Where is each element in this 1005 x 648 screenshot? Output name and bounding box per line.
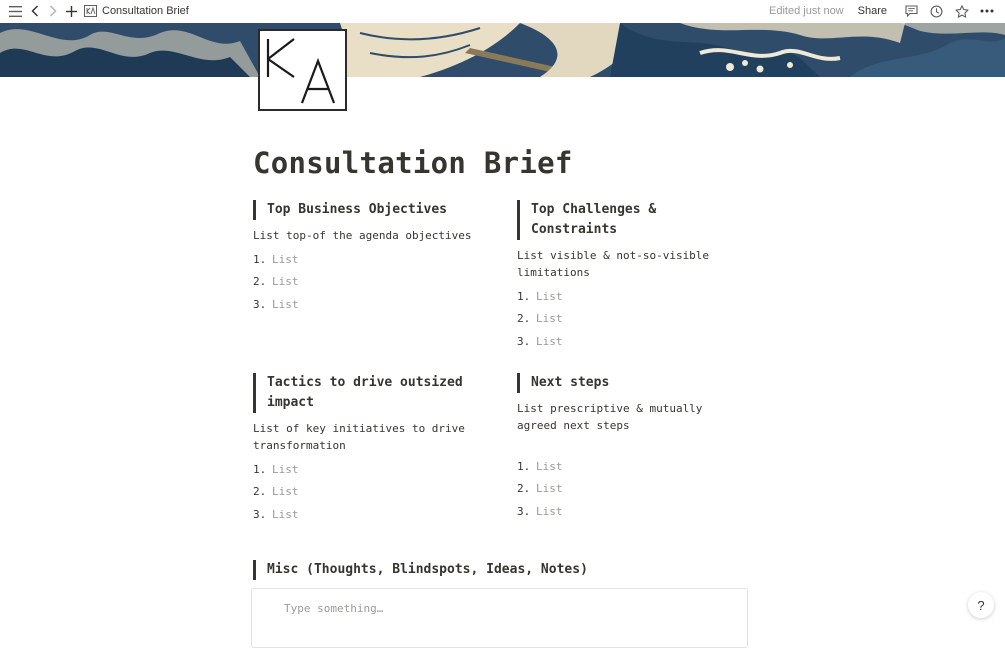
section-heading[interactable]: Top Business Objectives: [253, 200, 493, 220]
list-item-text[interactable]: List: [536, 482, 563, 496]
numbered-list: [253, 248, 493, 316]
list-item[interactable]: [253, 271, 493, 294]
page-title[interactable]: Consultation Brief: [253, 146, 573, 180]
top-bar: [0, 0, 1005, 22]
list-number: 1.: [517, 459, 531, 473]
list-item[interactable]: [517, 308, 747, 331]
misc-text-input[interactable]: Type something…: [251, 588, 748, 648]
section-top-business-objectives: [253, 200, 493, 316]
misc-heading[interactable]: Misc (Thoughts, Blindspots, Ideas, Notes): [253, 560, 653, 580]
section-heading[interactable]: Top Challenges & Constraints: [517, 200, 747, 240]
list-item-text[interactable]: List: [272, 297, 299, 311]
list-number: 2.: [517, 312, 531, 326]
list-item[interactable]: [253, 293, 493, 316]
list-item[interactable]: [253, 248, 493, 271]
share-button[interactable]: Share: [857, 5, 887, 17]
list-number: 3.: [517, 334, 531, 348]
more-icon[interactable]: [974, 1, 999, 21]
list-number: 1.: [517, 289, 531, 303]
list-item[interactable]: [517, 478, 747, 501]
section-description[interactable]: List visible & not-so-visible limitations: [517, 249, 710, 279]
list-item-text[interactable]: List: [272, 507, 299, 521]
list-item-text[interactable]: List: [536, 312, 563, 326]
list-item[interactable]: [517, 455, 747, 478]
list-item-text[interactable]: List: [536, 459, 563, 473]
forward-icon[interactable]: [44, 1, 62, 21]
edited-status: Edited just now: [769, 5, 844, 17]
list-number: 3.: [253, 297, 267, 311]
list-item[interactable]: [517, 285, 747, 308]
wave-artwork: [0, 23, 1005, 77]
list-number: 1.: [253, 252, 267, 266]
list-number: 3.: [253, 507, 267, 521]
section-description[interactable]: List top-of the agenda objectives: [253, 229, 472, 242]
list-item-text[interactable]: List: [272, 275, 299, 289]
section-tactics: [253, 373, 493, 526]
section-description[interactable]: List prescriptive & mutually agreed next steps: [517, 402, 703, 432]
list-item-text[interactable]: List: [272, 462, 299, 476]
numbered-list: [517, 455, 747, 523]
section-next-steps: [517, 373, 747, 523]
numbered-list: [253, 458, 493, 526]
numbered-list: [517, 285, 747, 353]
star-icon[interactable]: [949, 1, 974, 21]
list-item-text[interactable]: List: [536, 504, 563, 518]
misc-section: [253, 560, 653, 580]
list-item[interactable]: [253, 481, 493, 504]
section-top-challenges: [517, 200, 747, 353]
list-number: 2.: [253, 485, 267, 499]
history-icon[interactable]: [924, 1, 949, 21]
list-item-text[interactable]: List: [272, 485, 299, 499]
list-item[interactable]: [517, 500, 747, 523]
list-item[interactable]: [253, 503, 493, 526]
section-heading[interactable]: Next steps: [517, 373, 747, 393]
add-icon[interactable]: [62, 1, 80, 21]
help-button[interactable]: ?: [968, 592, 994, 618]
list-item-text[interactable]: List: [536, 289, 563, 303]
list-item[interactable]: [517, 330, 747, 353]
ka-logo-icon: [260, 31, 345, 109]
list-number: 2.: [517, 482, 531, 496]
list-item-text[interactable]: List: [536, 334, 563, 348]
list-number: 1.: [253, 462, 267, 476]
comment-icon[interactable]: [899, 1, 924, 21]
list-number: 3.: [517, 504, 531, 518]
cover-image[interactable]: [0, 23, 1005, 77]
section-description[interactable]: List of key initiatives to drive transformation: [253, 422, 465, 452]
list-item[interactable]: [253, 458, 493, 481]
page-icon[interactable]: [82, 1, 98, 21]
menu-icon[interactable]: [4, 1, 26, 21]
section-heading[interactable]: Tactics to drive outsized impact: [253, 373, 493, 413]
page-icon-logo[interactable]: [258, 29, 347, 111]
back-icon[interactable]: [26, 1, 44, 21]
list-number: 2.: [253, 275, 267, 289]
breadcrumb-title[interactable]: Consultation Brief: [102, 5, 189, 17]
list-item-text[interactable]: List: [272, 252, 299, 266]
